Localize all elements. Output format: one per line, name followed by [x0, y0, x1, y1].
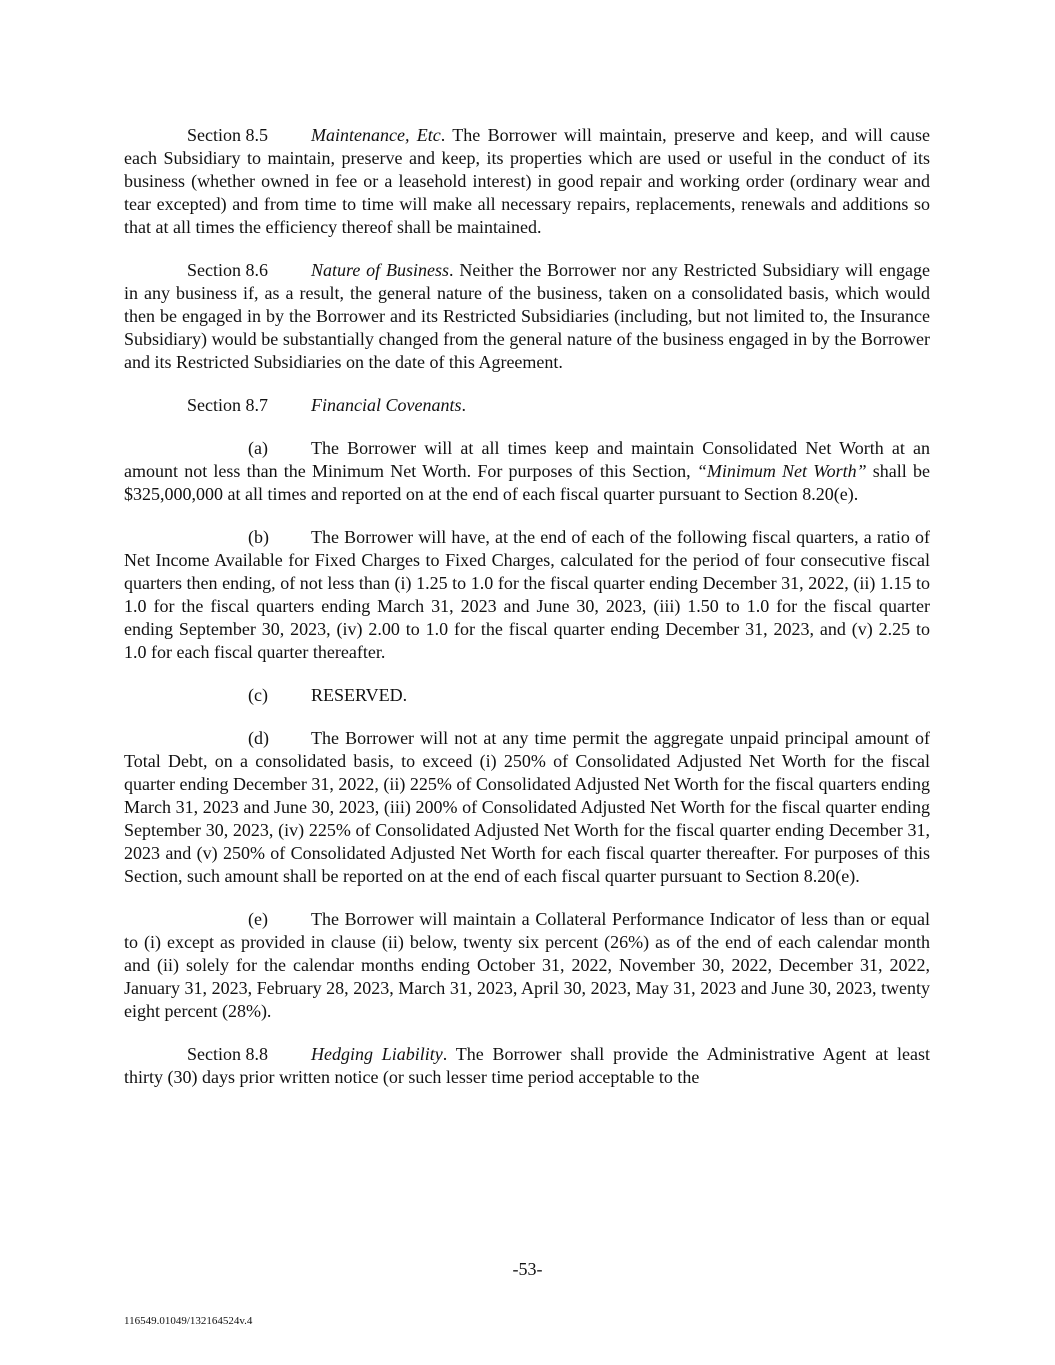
clause-a — [124, 437, 930, 506]
clause-e — [124, 908, 930, 1023]
document-body — [124, 124, 930, 1109]
section-number: Section 8.7 — [187, 395, 268, 415]
page-number: -53- — [512, 1259, 543, 1279]
clause-text: RESERVED. — [311, 685, 408, 705]
section-8-8 — [124, 1043, 930, 1089]
section-body: . The Borrower shall provide the Administrative Agent at least thirty (30) days prior written notice (or such lesser time period acceptable to the — [124, 1044, 930, 1087]
clause-c — [124, 684, 930, 707]
clause-text-continued: shall be $325,000,000 at all times and reported on at the end of each fiscal quarter pursuant to Section 8.20(e). — [124, 461, 930, 504]
clause-label: (b) — [248, 527, 269, 547]
section-body: . The Borrower will maintain, preserve and keep, and will cause each Subsidiary to maintain, preserve and keep, its properties which are used or useful in the conduct of its business (whether owned in fee or a leasehold interest) in good repair and working order (ordinary wear and tear excepted) and from time to time will make all necessary repairs, replacements, renewals and additions so that at all times the efficiency thereof shall be maintained. — [124, 125, 931, 237]
clause-text: The Borrower will not at any time permit the aggregate unpaid principal amount of Total Debt, on a consolidated basis, to exceed (i) 250% of Consolidated Adjusted Net Worth for the fiscal quarter ending December 31, 2022, (ii) 225% of Consolidated Adjusted Net Worth for the fiscal quarters ending March 31, 2023 and June 30, 2023, (iii) 200% of Consolidated Adjusted Net Worth for the fiscal quarter ending September 30, 2023, (iv) 225% of Consolidated Adjusted Net Worth for the fiscal quarter ending December 31, 2023 and (v) 250% of Consolidated Adjusted Net Worth for each fiscal quarter thereafter. For purposes of this Section, such amount shall be reported on at the end of each fiscal quarter pursuant to Section 8.20(e). — [124, 728, 931, 886]
clause-label: (a) — [248, 438, 268, 458]
section-number: Section 8.6 — [187, 260, 268, 280]
clause-label: (e) — [248, 909, 268, 929]
section-number: Section 8.8 — [187, 1044, 268, 1064]
section-title-period: . — [461, 395, 466, 415]
document-id: 116549.01049/132164524v.4 — [124, 1315, 253, 1327]
defined-term: “Minimum Net Worth” — [696, 461, 867, 481]
section-number: Section 8.5 — [187, 125, 268, 145]
clause-text: The Borrower will at all times keep and maintain Consolidated Net Worth at an amount not less than the Minimum Net Worth. For purposes of this Section, — [124, 438, 930, 481]
clause-label: (c) — [248, 685, 268, 705]
section-title: Financial Covenants — [311, 395, 462, 415]
section-title: Maintenance, Etc — [311, 125, 441, 145]
section-8-5 — [124, 124, 930, 239]
section-body: . Neither the Borrower nor any Restricted Subsidiary will engage in any business if, as a result, the general nature of the business, taken on a consolidated basis, which would then be engaged in by the Borrower and its Restricted Subsidiaries (including, but not limited to, the Insurance Subsidiary) would be substantially changed from the general nature of the business engaged in by the Borrower and its Restricted Subsidiaries on the date of this Agreement. — [124, 260, 930, 372]
section-title: Nature of Business — [311, 260, 450, 280]
section-8-6 — [124, 259, 930, 374]
clause-text: The Borrower will maintain a Collateral Performance Indicator of less than or equal to (i) except as provided in clause (ii) below, twenty six percent (26%) as of the end of each calendar month and (ii) solely for the calendar months ending October 31, 2022, November 30, 2022, December 31, 2022, January 31, 2023, February 28, 2023, March 31, 2023, April 30, 2023, May 31, 2023 and June 30, 2023, twenty eight percent (28%). — [124, 909, 930, 1021]
clause-b — [124, 526, 930, 664]
clause-text: The Borrower will have, at the end of each of the following fiscal quarters, a ratio of Net Income Available for Fixed Charges to Fixed Charges, calculated for the period of four consecutive fiscal quarters then ending, of not less than (i) 1.25 to 1.0 for the fiscal quarter ending December 31, 2022, (ii) 1.15 to 1.0 for the fiscal quarters ending March 31, 2023 and June 30, 2023, (iii) 1.50 to 1.0 for the fiscal quarter ending September 30, 2023, (iv) 2.00 to 1.0 for the fiscal quarter ending December 31, 2023, and (v) 2.25 to 1.0 for each fiscal quarter thereafter. — [124, 527, 930, 662]
clause-d — [124, 727, 930, 888]
section-8-7 — [124, 394, 930, 417]
clause-label: (d) — [248, 728, 269, 748]
section-title: Hedging Liability — [311, 1044, 443, 1064]
